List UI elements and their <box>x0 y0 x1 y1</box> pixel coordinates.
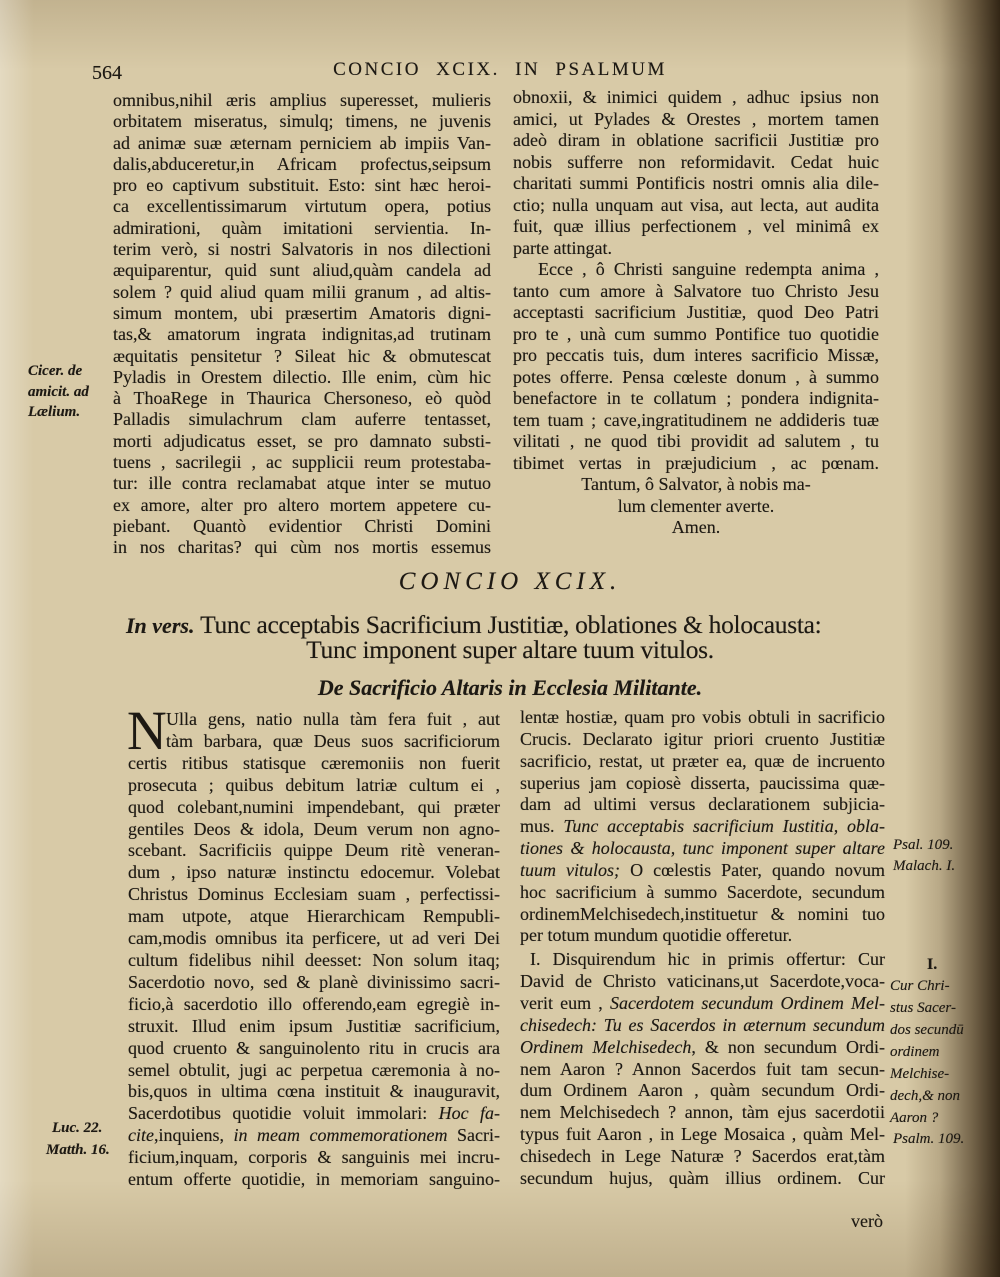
text-run: Sacerdotibus quotidie voluit immolari: <box>128 1103 439 1124</box>
paragraph <box>513 87 879 259</box>
margin-note-luke: Luc. 22. <box>52 1120 103 1136</box>
paragraph <box>113 90 491 559</box>
margin-question-summary <box>890 975 982 1129</box>
text-line: Ecce , ô Christi sanguine redempta anima , <box>538 259 879 279</box>
text-line <box>520 1015 885 1037</box>
text-line: pro peccatis tuis, dum interes sacrificio Missæ, <box>513 345 879 365</box>
text-run: verit eum , <box>520 992 610 1013</box>
text-line: potes offerre. Pensa cœleste donum , à summo <box>513 366 879 387</box>
text-line: admirationi, quàm imitationi servientia. In- <box>113 217 491 238</box>
text-line: à ThoaRege in Thaurica Chersoneso, eò quòd <box>113 388 491 409</box>
italic-text-run: Ordinem Melchisedech <box>520 1036 692 1057</box>
text-line: Tantum, ô Salvator, à nobis ma- <box>581 474 811 494</box>
text-line: quod colebant,numini impendebant, qui præter <box>128 796 500 817</box>
text-line: Ulla gens, natio nulla tàm fera fuit , aut <box>166 709 500 729</box>
text-run: ,inquiens, <box>153 1125 234 1146</box>
verse-text-1: Tunc acceptabis Sacrificium Justitiæ, oblationes & holocausta: <box>200 610 822 639</box>
verse-line-2: Tunc imponent super altare tuum vitulos. <box>306 635 714 664</box>
text-line: cam,modis omnibus ita perficere, ut ad veri Dei <box>128 928 500 949</box>
text-line <box>520 993 885 1015</box>
paragraph <box>513 259 879 474</box>
running-head: CONCIO XCIX. IN PSALMUM <box>333 59 667 80</box>
sermon-right-column <box>520 707 885 1190</box>
closing-prayer <box>513 474 879 539</box>
previous-sermon-right-column <box>513 87 879 539</box>
text-line: lentæ hostiæ, quam pro vobis obtuli in sacrificio <box>520 707 885 727</box>
text-line: æquitatis pensitetur ? Sileat hic & obmutescat <box>113 345 491 366</box>
text-line: superius jam copiosè disserta, paucissima quæ- <box>520 772 885 793</box>
text-line: tem tuam ; cave,ingratitudinem ne addideris tuæ <box>513 409 879 430</box>
text-line: adeò diram in oblatione sacrificii Justitiæ pro <box>513 130 879 150</box>
text-line: amici, ut Pylades & Orestes , mortem tamen <box>513 108 879 129</box>
margin-question-number: I. <box>927 956 938 973</box>
text-line <box>520 1037 885 1059</box>
text-line: simum montem, ubi præsertim Amatoris digni- <box>113 302 491 323</box>
text-line: Lælium. <box>28 404 81 420</box>
previous-sermon-left-column <box>113 90 491 559</box>
text-line: solem ? quid aliud quam milii granum , ad altis- <box>113 281 491 302</box>
text-line: Crucis. Declarato igitur priori cruento Justitiæ <box>520 728 885 749</box>
italic-text-run: tiones & holocausta, tunc imponent super altare <box>520 838 885 859</box>
text-line: dum Ordinem Aaron , quàm secundum Ordi- <box>520 1080 885 1101</box>
text-line: nem Melchisedech ? annon, tàm ejus sacerdotii <box>520 1102 885 1123</box>
margin-note-cicero <box>28 361 116 423</box>
text-line: parte attingat. <box>513 237 612 258</box>
margin-note-malachi: Malach. I. <box>893 858 956 874</box>
italic-text-run: cite <box>128 1125 154 1146</box>
italic-text-run: Hoc fa- <box>438 1103 501 1124</box>
text-line: dalis,abduceretur,in Africam profectus,seipsum <box>113 153 491 174</box>
text-line: Sacerdotio novo, sed & planè divinissimo sacri- <box>128 971 500 992</box>
text-line: dech,& non <box>890 1088 960 1104</box>
text-line <box>520 838 885 860</box>
text-line: amicit. ad <box>28 383 89 400</box>
text-line: hoc sacrificium à summo Sacerdote, secundum <box>520 881 885 902</box>
text-line: per totum mundum quotidie offeretur. <box>520 925 793 946</box>
text-line: terim verò, si nostri Salvatoris in nos dilectioni <box>113 239 491 260</box>
text-line: prosecuta ; quibus debitum latriæ cultum ei , <box>128 774 500 795</box>
text-line: pro eo captivum substituit. Esto: sint hæc heroi- <box>113 175 491 196</box>
text-line: charitati summi Pontificis nostri omnis alia dile- <box>513 173 879 193</box>
drop-cap: N <box>127 700 167 761</box>
italic-text-run: Sacerdotem secundum Ordinem Mel- <box>609 992 885 1013</box>
text-line: scebant. Sacrificiis quippe Deum ritè veneran- <box>128 840 500 861</box>
text-line: vilitati , ne quod tibi providit ad salutem , tu <box>513 431 879 451</box>
text-line: pro te , unà cum summo Pontifice tuo quotidie <box>513 323 879 344</box>
text-line: semel obtulit, jugi ac perpetua cæremonia à no- <box>128 1059 500 1080</box>
text-line: nem Aaron ? Annon Sacerdos fuit tam secun- <box>520 1058 885 1079</box>
text-line <box>128 1103 500 1125</box>
text-line: sacrificio, restat, ut præter ea, quæ de incruento <box>520 750 885 771</box>
text-line: ad animæ suæ æternam perniciem ab impiis Van- <box>113 132 491 153</box>
text-line: tàm barbara, quæ Deus suos sacrificiorum <box>166 730 500 751</box>
text-line: Palladis simulachrum clam auferre tentasset, <box>113 409 491 430</box>
italic-text-run: chisedech: Tu es Sacerdos in æternum secundum <box>520 1014 885 1035</box>
text-run: Sacri- <box>447 1125 500 1146</box>
text-line: secundum hujus, quàm illius ordinem. Cur <box>520 1167 885 1188</box>
sermon-number-heading: CONCIO XCIX. <box>398 568 622 595</box>
text-run: mus. <box>520 816 564 837</box>
text-line: acceptasti sacrificium Justitiæ, quod Deo Patri <box>513 302 879 322</box>
text-line: morti adjudicatus esset, se pro damnato substi- <box>113 430 491 451</box>
text-line: tibimet vertas in præjudicium , ac pœnam. <box>513 452 879 473</box>
text-line: typus fuit Aaron , in Lege Mosaica , quàm Mel- <box>520 1124 885 1145</box>
margin-note-psalm-2: Psalm. 109. <box>893 1131 965 1147</box>
text-line: Pyladis in Orestem dilectio. Ille enim, cùm hic <box>113 366 491 387</box>
text-line <box>128 1125 500 1147</box>
text-line: gentiles Deos & idola, Deum verum non agno- <box>128 818 500 839</box>
text-line: dam ad ultimi versus declarationem subjicia- <box>520 794 885 815</box>
text-run: O cœlestis Pater, quando novum <box>620 859 885 880</box>
text-line: Amen. <box>671 517 721 537</box>
italic-text-run: in meam commemorationem <box>233 1125 448 1146</box>
paragraph <box>520 949 885 1189</box>
text-line: dos secundū <box>890 1022 964 1038</box>
text-line: certis ritibus statisque cæremoniis non fuerit <box>128 752 500 773</box>
text-line: cultum fidelibus nihil deesset: Non solum itaq; <box>128 949 500 970</box>
text-line: lum clementer averte. <box>617 495 775 516</box>
text-line <box>520 860 885 882</box>
text-line: mam utpote, atque Hierarchicam Rempubli- <box>128 906 500 927</box>
text-line: Cicer. de <box>28 363 83 379</box>
catchword: verò <box>851 1211 883 1231</box>
text-line: tur: ille contra reclamabat atque inter se mutuo <box>113 473 491 494</box>
text-line: entum offerte quotidie, in memoriam sanguino- <box>128 1169 500 1190</box>
page-number: 564 <box>92 62 122 84</box>
text-line: ca excellentissimarum virtutum opera, potius <box>113 196 491 217</box>
text-line: quod cruento & sanguinolento ritu in crucis ara <box>128 1037 500 1058</box>
text-line: orbitatem miseratus, simulq; timens, ne juvenis <box>113 111 491 132</box>
text-line: æquiparentur, quid sunt aliud,quàm candela ad <box>113 260 491 281</box>
text-line: struxit. Illud enim ipsum Justitiæ sacrificium, <box>128 1015 500 1036</box>
text-line: Cur Chri- <box>890 978 950 994</box>
text-line: Aaron ? <box>890 1110 939 1126</box>
text-line: omnibus,nihil æris amplius superesset, mulieris <box>113 90 491 110</box>
paragraph <box>127 700 501 1191</box>
text-line: benefactore in te collatum ; pondera indignita- <box>513 388 879 408</box>
text-line: I. Disquirendum hic in primis offertur: Cur <box>530 949 885 970</box>
text-line: ficium,inquam, corporis & sanguinis mei incru- <box>128 1147 500 1168</box>
text-line: piebant. Quantò evidentior Christi Domini <box>113 515 491 536</box>
text-line: ordinemMelchisedech,instituetur & nomini tuo <box>520 903 885 924</box>
margin-note-matthew: Matth. 16. <box>46 1142 110 1158</box>
text-line: dum , ipso naturæ instinctu edocemur. Volebat <box>128 862 500 883</box>
italic-text-run: tuum vitulos; <box>520 859 621 880</box>
text-line: tanto cum amore à Salvatore tuo Christo Jesu <box>513 280 879 301</box>
text-line: ordinem <box>890 1044 940 1060</box>
text-line: tas,& amatorum ingrata indignitas,ad trutinam <box>113 324 491 345</box>
verse-label: In vers. <box>126 613 195 638</box>
paragraph <box>520 707 885 947</box>
text-run: , & non secundum Ordi- <box>691 1036 885 1057</box>
text-line: ex amore, alter pro altero mortem appetere cu- <box>113 494 491 515</box>
text-line: David de Christo vaticinans,ut Sacerdote,voca- <box>520 971 885 992</box>
text-line: Melchise- <box>890 1066 950 1082</box>
text-line: nobis sufferre non reformidavit. Cedat huic <box>513 151 879 172</box>
text-line: in nos charitas? qui cùm nos mortis essemus <box>113 537 491 558</box>
sermon-subject: De Sacrificio Altaris in Ecclesia Militante. <box>317 675 703 700</box>
text-line: obnoxii, & inimici quidem , adhuc ipsius non <box>513 87 879 107</box>
margin-note-psalm: Psal. 109. <box>893 837 954 853</box>
text-line: fuit, quæ illius perfectionem , vel minimâ ex <box>513 216 879 236</box>
text-line: ctio; nulla unquam aut visa, aut lecta, aut audita <box>513 194 879 215</box>
text-line: stus Sacer- <box>890 1000 956 1016</box>
text-line: tuens , sacrilegii , ac supplicii reum protestaba- <box>113 452 491 473</box>
text-line: ficio,à sacerdotio illo offerendo,eam egregiè in- <box>128 993 500 1014</box>
text-line: Christus Dominus Ecclesiam suam , perfectissi- <box>128 884 500 905</box>
text-line: chisedech in Lege Naturæ ? Sacerdos erat,tàm <box>520 1145 885 1166</box>
text-line: bis,quos in ultima cœna instituit & inauguravit, <box>128 1081 500 1102</box>
text-line <box>520 816 885 838</box>
sermon-left-column <box>127 700 501 1191</box>
italic-text-run: Tunc acceptabis sacrificium Iustitia, obla- <box>563 816 885 837</box>
